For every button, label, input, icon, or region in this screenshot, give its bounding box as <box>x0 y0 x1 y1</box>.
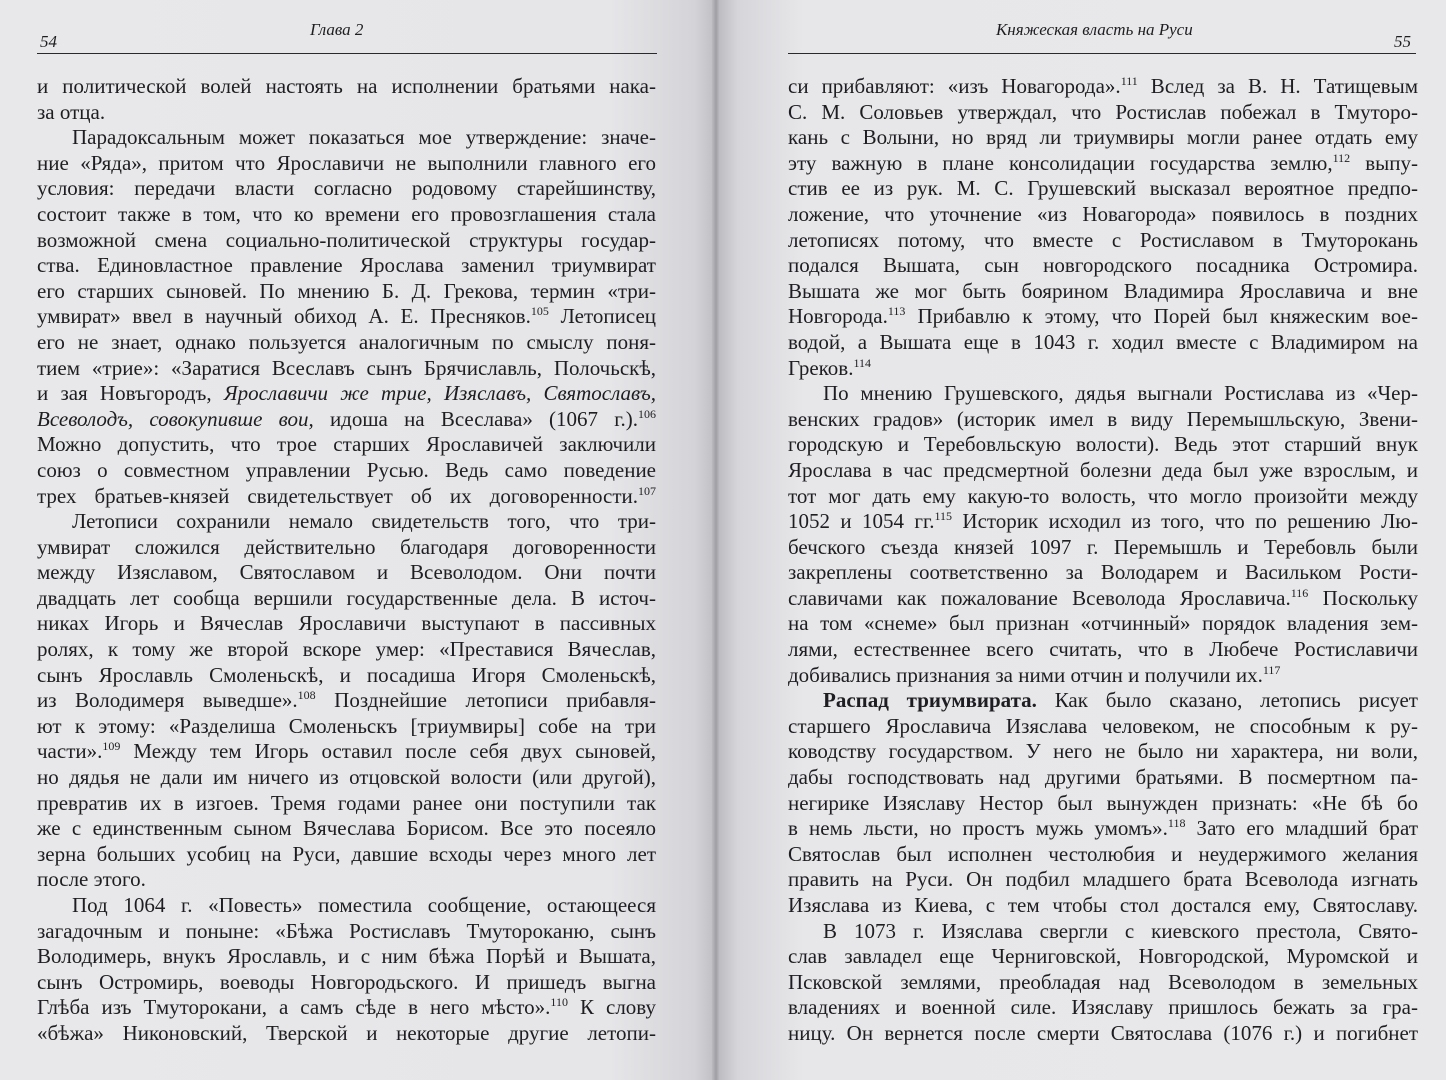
line-text: старшего Ярославича Изяслава человеком, не способным к ру- <box>788 713 1418 738</box>
page-number: 55 <box>1394 32 1411 51</box>
line-text: Между тем Игорь оставил после себя двух сыновей, <box>120 739 656 764</box>
line-text: Псковской землями, преобладая над Всеволодом в земельных <box>788 969 1418 994</box>
header-rule <box>788 53 1416 54</box>
text-line <box>788 74 1418 100</box>
line-text: выпу- <box>1350 150 1418 175</box>
line-text: союз о совместном управлении Русью. Ведь само поведение <box>37 457 656 482</box>
line-text: Вышата же мог быть боярином Владимира Ярославича и вне <box>788 278 1418 303</box>
footnote-ref: 112 <box>1332 150 1351 165</box>
running-head: Княжеская власть на Руси <box>996 20 1193 39</box>
line-text: Можно допустить, что трое старших Ярославичей заключили <box>37 432 656 457</box>
text-line <box>788 228 1418 254</box>
line-text: трех братьев-князей свидетельствует об их договоренности. <box>37 483 638 508</box>
text-line <box>37 535 656 561</box>
line-text: славичами как пожалование Всеволода Ярославича. <box>788 585 1291 610</box>
text-line <box>37 228 656 254</box>
line-text: ницу. Он вернется после смерти Святослава (1076 г.) и погибнет <box>788 1020 1418 1045</box>
text-line <box>788 586 1418 612</box>
footnote-ref: 107 <box>638 483 656 498</box>
text-line <box>37 100 656 126</box>
text-line <box>37 202 656 228</box>
section-heading: Распад триумвирата. <box>823 688 1037 713</box>
text-line <box>37 714 656 740</box>
line-text: С. М. Соловьев утверждал, что Ростислав побежал в Тмуторо- <box>788 99 1418 124</box>
italic-quote: Ярославичи же трие, Изяславъ, Святославъ, <box>223 381 656 406</box>
line-text: Летописи сохранили немало свидетельств того, что три- <box>72 509 656 534</box>
text-line <box>788 714 1418 740</box>
line-text: между Изяславом, Святославом и Всеволодом. Они почти <box>37 560 656 585</box>
line-text: после этого. <box>37 867 146 892</box>
text-line <box>788 381 1418 407</box>
text-line <box>37 791 656 817</box>
line-text: стив ее из рук. М. С. Грушевский высказал вероятное предпо- <box>788 176 1418 201</box>
text-line <box>788 765 1418 791</box>
text-line <box>788 995 1418 1021</box>
text-line <box>788 867 1418 893</box>
footnote-ref: 115 <box>934 509 953 524</box>
line-text: ства. Единовластное правление Ярослава заменил триумвират <box>37 253 656 278</box>
book-gutter <box>712 0 720 1080</box>
line-text: загадочным и поныне: «Бѣжа Ростиславъ Тмутороканю, сынъ <box>37 918 656 943</box>
left-page <box>0 0 716 1080</box>
line-text: его старших сыновей. По мнению Б. Д. Грекова, термин «три- <box>37 278 656 303</box>
text-line <box>37 663 656 689</box>
text-line <box>37 995 656 1021</box>
line-text: части». <box>37 739 103 764</box>
line-text: Греков. <box>788 355 854 380</box>
text-line <box>788 279 1418 305</box>
line-text: подался Вышата, сын новгородского посадника Остромира. <box>788 253 1418 278</box>
text-line <box>788 739 1418 765</box>
text-line <box>788 535 1418 561</box>
line-text: Позднейшие летописи прибавля- <box>315 688 656 713</box>
line-text: сынъ Ярославль Смоленьскѣ, и посадиша Игоря Смоленьскѣ, <box>37 662 656 687</box>
line-text: 1052 и 1054 гг. <box>788 509 935 534</box>
line-text: зерна больших усобиц на Руси, давшие всходы через много лет <box>37 841 656 866</box>
text-line <box>37 125 656 151</box>
line-text: никах Игорь и Вячеслав Ярославичи выступают в пассивных <box>37 611 656 636</box>
line-text: ководству государством. У него не было ни характера, ни воли, <box>788 739 1418 764</box>
text-line <box>37 381 656 407</box>
line-text: состоит также в том, что ко времени его провозглашения стала <box>37 201 656 226</box>
line-text: Володимерь, внукъ Ярославль, и с ним бѣжа Порѣй и Вышата, <box>37 944 656 969</box>
text-line <box>37 304 656 330</box>
text-line <box>37 637 656 663</box>
line-text: негирике Изяславу Нестор был вынужден признать: «Не бѣ бо <box>788 790 1418 815</box>
text-line <box>788 100 1418 126</box>
line-text: бечского съезда князей 1097 г. Перемышль и Теребовль были <box>788 534 1418 559</box>
footnote-ref: 111 <box>1120 74 1138 88</box>
running-head: Глава 2 <box>310 20 364 39</box>
footnote-ref: 106 <box>638 406 656 421</box>
line-text: умвират» ввел в научный обиход А. Е. Пресняков. <box>37 304 531 329</box>
line-text: городскую и Теребовльскую волости). Ведь этот старший внук <box>788 432 1418 457</box>
line-text: Святослав был исполнен честолюбия и неудержимого желания <box>788 841 1418 866</box>
text-line <box>37 176 656 202</box>
right-page-text <box>788 74 1418 1047</box>
line-text: лями, естественнее всего считать, что в Любече Ростиславичи <box>788 637 1418 662</box>
line-text: возможной смена социально-политической структуры государ- <box>37 227 656 252</box>
text-line <box>37 560 656 586</box>
text-line <box>37 893 656 919</box>
text-line <box>788 611 1418 637</box>
line-text: и политической волей настоять на исполнении братьями нака- <box>37 74 656 98</box>
text-line <box>788 202 1418 228</box>
line-text: ролях, к тому же второй вскоре умер: «Преставися Вячеслав, <box>37 637 656 662</box>
line-text: условия: передачи власти согласно родовому старейшинству, <box>37 176 656 201</box>
line-text: тот мог дать ему какую-то волость, что могло произойти между <box>788 483 1418 508</box>
line-text: По мнению Грушевского, дядья выгнали Ростислава из «Чер- <box>823 381 1418 406</box>
line-text: в немь льсти, но простъ мужь умомъ». <box>788 816 1168 841</box>
line-text: Вслед за В. Н. Татищевым <box>1137 74 1418 98</box>
line-text: и зая Новъгородъ, <box>37 381 224 406</box>
text-line <box>37 407 656 433</box>
text-line <box>37 739 656 765</box>
text-line <box>788 407 1418 433</box>
line-text: на том «снеме» был признан «отчинный» порядок владения зем- <box>788 611 1418 636</box>
text-line <box>788 688 1418 714</box>
text-line <box>37 867 656 893</box>
text-line <box>788 919 1418 945</box>
footnote-ref: 105 <box>530 304 549 319</box>
line-text: из Володимеря выведше». <box>37 688 298 713</box>
text-line <box>37 432 656 458</box>
text-line <box>37 484 656 510</box>
italic-quote: Всеволодъ, совокупивше вои, <box>37 406 314 431</box>
text-line <box>788 432 1418 458</box>
line-text: же с единственным сыном Вячеслава Борисом. Все это посеяло <box>37 816 656 841</box>
line-text: Парадоксальным может показаться мое утверждение: значе- <box>72 125 656 150</box>
header-rule <box>37 53 657 54</box>
left-page-text <box>37 74 656 1047</box>
text-line <box>788 791 1418 817</box>
text-line <box>788 842 1418 868</box>
line-text: но дядья не дали им ничего из отцовской волости (или другой), <box>37 765 656 790</box>
line-text: Изяслава из Киева, с тем чтобы стол достался ему, Святославу. <box>788 893 1418 917</box>
line-text: В 1073 г. Изяслава свергли с киевского престола, Свято- <box>823 918 1418 943</box>
text-line <box>37 279 656 305</box>
right-page-header <box>788 18 1416 54</box>
text-line <box>788 458 1418 484</box>
text-line <box>788 893 1418 919</box>
line-text: Новгорода. <box>788 304 888 329</box>
text-line <box>37 253 656 279</box>
right-page <box>716 0 1446 1080</box>
line-text: Ярослава в час предсмертной болезни деда был уже взрослым, и <box>788 457 1418 482</box>
line-text: «бѣжа» Никоновский, Тверской и некоторые другие летопи- <box>37 1020 656 1045</box>
line-text: кань с Волыни, но вряд ли триумвиры могли ранее отдать ему <box>788 125 1418 150</box>
text-line <box>37 458 656 484</box>
line-text: Летописец <box>548 304 656 329</box>
text-line <box>37 586 656 612</box>
line-text: летописях потому, что вместе с Ростиславом в Тмуторокань <box>788 227 1418 252</box>
footnote-ref: 118 <box>1167 816 1186 831</box>
line-text: дабы господствовать над другими братьями. В посмертном па- <box>788 765 1418 790</box>
text-line <box>37 842 656 868</box>
text-line <box>788 637 1418 663</box>
line-text: сынъ Остромирь, воеводы Новгородьского. И пришедъ выгна <box>37 969 656 994</box>
line-text: править на Руси. Он подбил младшего брата Всеволода изгнать <box>788 867 1418 892</box>
text-line <box>37 611 656 637</box>
page-number: 54 <box>40 32 57 51</box>
text-line <box>788 330 1418 356</box>
text-line <box>788 356 1418 382</box>
text-line <box>37 151 656 177</box>
text-line <box>788 484 1418 510</box>
line-text: венских градов» (историк имел в виду Перемышльскую, Звени- <box>788 406 1418 431</box>
footnote-ref: 113 <box>887 304 906 319</box>
line-text: ют к этому: «Разделиша Смоленьскъ [триумвиры] собе на три <box>37 713 656 738</box>
line-text: Глѣба изъ Тмуторокани, а самъ сѣде в него мѣсто». <box>37 995 551 1020</box>
text-line <box>37 970 656 996</box>
line-text: владениях и военной силе. Изяславу пришлось бежать за гра- <box>788 995 1418 1020</box>
text-line <box>37 688 656 714</box>
line-text: добивались признания за ними отчин и получили их. <box>788 662 1263 687</box>
text-line <box>788 125 1418 151</box>
text-line <box>788 151 1418 177</box>
line-text: его не знает, однако пользуется аналогичным по смыслу поня- <box>37 329 656 354</box>
text-line <box>37 816 656 842</box>
text-line <box>37 330 656 356</box>
text-line <box>788 253 1418 279</box>
footnote-ref: 114 <box>853 355 872 370</box>
text-line <box>37 1021 656 1047</box>
line-text: ложение, что уточнение «из Новагорода» появилось в поздних <box>788 201 1418 226</box>
line-text: Под 1064 г. «Повесть» поместила сообщение, остающееся <box>72 893 656 917</box>
line-text: тием «трие»: «Заратися Всеславъ сынъ Брячиславль, Полочьскѣ, <box>37 355 656 380</box>
footnote-ref: 108 <box>297 688 316 703</box>
text-line <box>37 919 656 945</box>
line-text: ние «Ряда», притом что Ярославичи не выполнили главного его <box>37 150 656 175</box>
text-line <box>788 663 1418 689</box>
text-line <box>788 560 1418 586</box>
footnote-ref: 109 <box>102 739 121 754</box>
text-line <box>788 304 1418 330</box>
footnote-ref: 117 <box>1262 662 1281 677</box>
line-text: эту важную в плане консолидации государства землю, <box>788 150 1333 175</box>
text-line <box>788 176 1418 202</box>
line-text: Историк исходил из того, что по решению Лю- <box>952 509 1418 534</box>
text-line <box>788 970 1418 996</box>
line-text: си прибавляют: «изъ Новагорода». <box>788 74 1121 98</box>
left-page-header <box>37 18 657 54</box>
line-text: Зато его младший брат <box>1185 816 1419 841</box>
line-text: превратив их в изгоев. Тремя годами ранее они поступили так <box>37 790 656 815</box>
text-line <box>788 944 1418 970</box>
line-text: слав завладел еще Черниговской, Новгородской, Муромской и <box>788 944 1418 969</box>
line-text: закреплены соответственно за Володарем и Васильком Рости- <box>788 560 1418 585</box>
text-line <box>788 1021 1418 1047</box>
text-line <box>37 509 656 535</box>
line-text: Поскольку <box>1308 585 1418 610</box>
text-line <box>37 944 656 970</box>
line-text: Прибавлю к этому, что Порей был княжеским вое- <box>905 304 1418 329</box>
text-line <box>37 765 656 791</box>
text-line <box>788 816 1418 842</box>
line-text: за отца. <box>37 99 106 124</box>
line-text: водой, а Вышата еще в 1043 г. ходил вместе с Владимиром на <box>788 329 1418 354</box>
line-text: К слову <box>567 995 656 1020</box>
text-line <box>37 74 656 100</box>
footnote-ref: 110 <box>550 995 568 1010</box>
line-text: Как было сказано, летопись рисует <box>1036 688 1418 713</box>
line-text: умвират сложился действительно благодаря договоренности <box>37 534 656 559</box>
footnote-ref: 116 <box>1290 585 1309 600</box>
text-line <box>788 509 1418 535</box>
text-line <box>37 356 656 382</box>
line-text: двадцать лет сообща вершили государственные дела. В источ- <box>37 585 656 610</box>
line-text: идоша на Всеслава» (1067 г.). <box>313 406 638 431</box>
